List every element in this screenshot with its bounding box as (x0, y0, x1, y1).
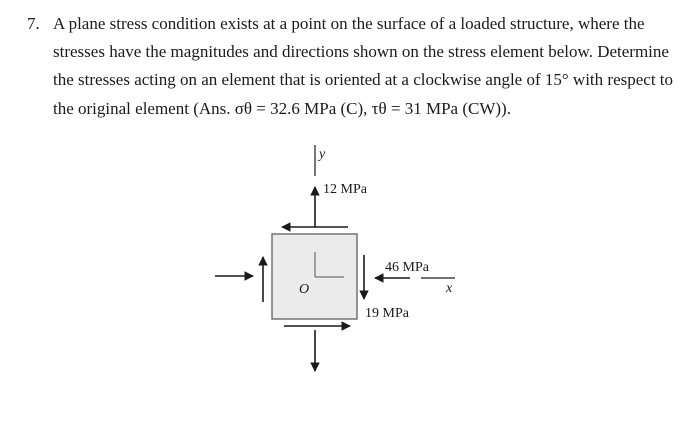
problem-line-1: A plane stress condition exists at a point on the surface of a loaded structure, where the (53, 14, 645, 33)
stress-x-label: 46 MPa (385, 260, 429, 275)
x-axis-label: x (446, 281, 453, 296)
problem-line-3: the stresses acting on an element that is oriented at a clockwise angle of 15° with respect to (53, 70, 674, 89)
origin-label: O (299, 282, 310, 297)
stress-y-label: 12 MPa (323, 182, 367, 197)
problem-number: 7. (27, 14, 40, 33)
y-axis-label: y (319, 147, 326, 162)
problem-line-4: the original element (Ans. σθ = 32.6 MPa (C), τθ = 31 MPa (CW)). (53, 99, 511, 118)
shear-label: 19 MPa (365, 306, 409, 321)
problem-line-2: stresses have the magnitudes and directions shown on the stress element below. Determine (53, 42, 669, 61)
